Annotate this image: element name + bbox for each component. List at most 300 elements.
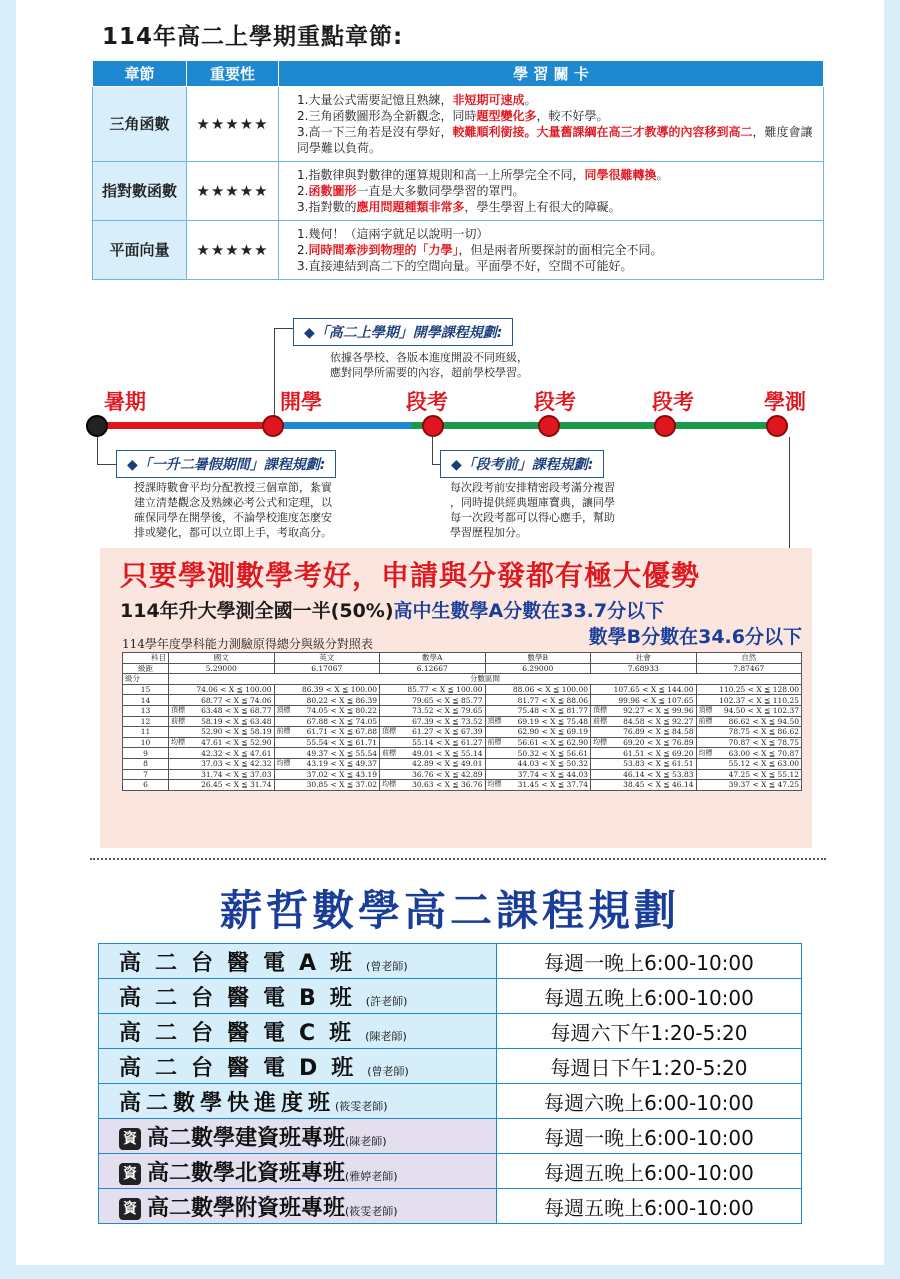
schedule-row bbox=[99, 1084, 802, 1119]
score-range-cell bbox=[696, 695, 802, 706]
teacher-name: (筱雯老師) bbox=[345, 1204, 398, 1218]
challenge-highlight: 同時間牽涉到物理的「力學」 bbox=[308, 243, 459, 257]
score-level: 9 bbox=[123, 748, 169, 759]
score-range-cell bbox=[274, 684, 380, 695]
score-range-cell bbox=[485, 758, 591, 769]
score-range-cell bbox=[696, 716, 802, 727]
score-range-cell bbox=[169, 748, 275, 759]
benchmark-mark: 前標 bbox=[171, 716, 185, 725]
benchmark-mark: 均標 bbox=[276, 759, 291, 768]
score-range: 56.61 < X ≦ 62.90 bbox=[517, 738, 588, 748]
score-range-cell bbox=[380, 769, 486, 780]
score-range: 75.48 < X ≦ 81.77 bbox=[517, 706, 588, 716]
class-name: 高二數學建資班專班 bbox=[147, 1125, 346, 1151]
challenge-item bbox=[297, 226, 815, 242]
class-name-cell bbox=[99, 979, 497, 1014]
score-range: 55.54 < X ≦ 61.71 bbox=[306, 738, 377, 748]
col-header-importance: 重要性 bbox=[187, 61, 279, 87]
class-time: 每週六下午1:20-5:20 bbox=[497, 1014, 802, 1049]
timeline-segment-exams bbox=[412, 422, 774, 429]
challenge-item bbox=[297, 242, 815, 258]
challenge-text: 3.指對數的 bbox=[297, 200, 357, 214]
score-range: 63.48 < X ≦ 68.77 bbox=[201, 706, 272, 716]
dotted-separator bbox=[90, 858, 826, 860]
score-range-cell bbox=[485, 727, 591, 738]
score-range-cell bbox=[591, 758, 697, 769]
score-range: 31.74 < X ≦ 37.03 bbox=[201, 769, 272, 779]
timeline-desc-exam: 每次段考前安排精密段考滿分複習 ，同時提供經典題庫寶典，讓同學 每一次段考都可以得心應手，幫助 學習歷程加分。 bbox=[450, 481, 615, 539]
subject-math-b: 數學B bbox=[485, 653, 591, 664]
score-range-cell bbox=[591, 769, 697, 780]
class-name: 高二數學快進度班 bbox=[119, 1090, 336, 1116]
score-range-cell bbox=[274, 727, 380, 738]
score-range-cell bbox=[591, 716, 697, 727]
score-range-cell bbox=[591, 695, 697, 706]
teacher-name: (曾老師) bbox=[366, 959, 408, 973]
score-range-cell bbox=[380, 705, 486, 716]
score-range-cell bbox=[591, 684, 697, 695]
score-range-cell bbox=[274, 780, 380, 791]
timeline-label-summer: 暑期 bbox=[104, 390, 146, 414]
score-range-cell bbox=[274, 758, 380, 769]
class-name: 高二數學北資班專班 bbox=[147, 1160, 346, 1186]
score-range-cell bbox=[380, 716, 486, 727]
class-name: 高二台醫電B班 bbox=[119, 985, 366, 1011]
teacher-name: (筱雯老師) bbox=[335, 1099, 388, 1113]
schedule-row bbox=[99, 1119, 802, 1154]
score-range: 36.76 < X ≦ 42.89 bbox=[412, 769, 483, 779]
score-range-cell bbox=[274, 716, 380, 727]
score-level: 15 bbox=[123, 684, 169, 695]
challenge-text: ，難度會讓同學難以負荷。 bbox=[297, 125, 813, 155]
score-row bbox=[123, 769, 802, 780]
teacher-name: (許老師) bbox=[365, 994, 408, 1008]
score-range-cell bbox=[696, 727, 802, 738]
score-range: 99.96 < X ≦ 107.65 bbox=[618, 695, 694, 705]
challenge-highlight: 應用問題種類非常多 bbox=[356, 200, 465, 214]
challenge-highlight: 題型變化多 bbox=[476, 109, 537, 123]
score-range: 67.88 < X ≦ 74.05 bbox=[306, 716, 377, 726]
challenge-text: 1.大量公式需要記憶且熟練， bbox=[297, 93, 453, 107]
chapter-name: 平面向量 bbox=[93, 221, 187, 280]
timeline-desc-semester: 依據各學校、各版本進度開設不同班級， 應對同學所需要的內容，超前學校學習。 bbox=[330, 351, 528, 379]
page-frame-right bbox=[884, 0, 900, 1279]
class-name: 高二台醫電C班 bbox=[119, 1020, 366, 1046]
score-level: 13 bbox=[123, 705, 169, 716]
score-range-cell bbox=[696, 684, 802, 695]
flyer-page bbox=[18, 0, 882, 1265]
subject-math-a: 數學A bbox=[380, 653, 486, 664]
chapter-table bbox=[92, 60, 824, 280]
score-range-cell bbox=[274, 737, 380, 748]
challenge-text: 2.三角函數圖形為全新觀念，同時 bbox=[297, 109, 477, 123]
challenge-item bbox=[297, 199, 815, 215]
score-range: 86.39 < X ≦ 100.00 bbox=[301, 685, 377, 695]
class-name: 高二數學附資班專班 bbox=[147, 1195, 346, 1221]
span-math-b: 6.29000 bbox=[485, 663, 591, 674]
class-time: 每週五晚上6:00-10:00 bbox=[497, 1189, 802, 1224]
score-level: 14 bbox=[123, 695, 169, 706]
score-range: 55.14 < X ≦ 61.27 bbox=[412, 738, 483, 748]
challenge-list bbox=[279, 162, 824, 221]
timeline-segment-summer bbox=[96, 422, 276, 429]
class-name: 高二台醫電D班 bbox=[119, 1055, 368, 1081]
chapter-name: 三角函數 bbox=[93, 87, 187, 162]
score-level: 11 bbox=[123, 727, 169, 738]
benchmark-mark: 均標 bbox=[487, 780, 502, 789]
score-range: 76.89 < X ≦ 84.58 bbox=[623, 727, 694, 737]
page-frame-left bbox=[0, 0, 16, 1279]
score-range-cell bbox=[485, 716, 591, 727]
score-range-cell bbox=[485, 769, 591, 780]
teacher-name: (陳老師) bbox=[365, 1029, 407, 1043]
score-level: 10 bbox=[123, 737, 169, 748]
challenge-text: ，但是兩者所要探討的面相完全不同。 bbox=[458, 243, 663, 257]
timeline-label-exam-2: 段考 bbox=[534, 390, 576, 414]
score-row bbox=[123, 737, 802, 748]
score-range: 84.58 < X ≦ 92.27 bbox=[623, 716, 694, 726]
schedule-row bbox=[99, 944, 802, 979]
score-range: 88.06 < X ≦ 100.00 bbox=[512, 685, 588, 695]
section-title: 114年高二上學期重點章節: bbox=[102, 24, 404, 50]
score-range: 74.06 < X ≦ 100.00 bbox=[196, 685, 272, 695]
score-range: 110.25 < X ≦ 128.00 bbox=[719, 685, 799, 695]
score-range: 73.52 < X ≦ 79.65 bbox=[412, 706, 483, 716]
timeline-dot-exam-3 bbox=[654, 415, 676, 437]
challenge-text: 。 bbox=[656, 168, 669, 182]
teacher-name: (曾老師) bbox=[367, 1064, 409, 1078]
timeline-connector-gsat bbox=[776, 437, 790, 548]
score-range-cell bbox=[274, 695, 380, 706]
challenge-item bbox=[297, 258, 815, 274]
score-range-cell bbox=[169, 695, 275, 706]
timeline-dot-summer bbox=[86, 415, 108, 437]
timeline-dot-gsat bbox=[766, 415, 788, 437]
class-name-cell bbox=[99, 1189, 497, 1224]
score-range: 55.12 < X ≦ 63.00 bbox=[728, 759, 799, 769]
timeline-box-exam: ◆「段考前」課程規劃: bbox=[440, 450, 604, 478]
span-science: 7.87467 bbox=[696, 663, 802, 674]
timeline-box-semester: ◆「高二上學期」開學課程規劃: bbox=[293, 318, 513, 346]
timeline-box-summer: ◆「一升二暑假期間」課程規劃: bbox=[116, 450, 336, 478]
score-range: 37.74 < X ≦ 44.03 bbox=[517, 769, 588, 779]
class-name-cell bbox=[99, 1084, 497, 1119]
score-range-cell bbox=[274, 769, 380, 780]
score-table-title: 114學年度學科能力測驗原得總分與級分對照表 bbox=[122, 637, 373, 651]
score-range: 37.02 < X ≦ 43.19 bbox=[306, 769, 377, 779]
score-row bbox=[123, 684, 802, 695]
corner-span: 級距 bbox=[123, 663, 169, 674]
benchmark-mark: 均標 bbox=[698, 748, 713, 757]
score-range-cell bbox=[380, 684, 486, 695]
score-range: 74.05 < X ≦ 80.22 bbox=[306, 706, 377, 716]
class-time: 每週一晚上6:00-10:00 bbox=[497, 1119, 802, 1154]
span-chinese: 5.29000 bbox=[169, 663, 275, 674]
challenge-text: 。 bbox=[524, 93, 537, 107]
chapter-row bbox=[93, 87, 824, 162]
score-range: 107.65 < X ≦ 144.00 bbox=[613, 685, 694, 695]
importance-stars: ★★★★★ bbox=[187, 162, 279, 221]
score-range: 69.20 < X ≦ 76.89 bbox=[623, 738, 694, 748]
schedule-row bbox=[99, 979, 802, 1014]
score-range-cell bbox=[696, 737, 802, 748]
score-row bbox=[123, 748, 802, 759]
challenge-item bbox=[297, 183, 815, 199]
span-social: 7.68933 bbox=[591, 663, 697, 674]
span-math-a: 6.12667 bbox=[380, 663, 486, 674]
score-row bbox=[123, 695, 802, 706]
benchmark-mark: 均標 bbox=[593, 738, 607, 747]
score-range-cell bbox=[169, 780, 275, 791]
class-name-cell bbox=[99, 1049, 497, 1084]
teacher-name: (陳老師) bbox=[345, 1134, 387, 1148]
class-time: 每週六晚上6:00-10:00 bbox=[497, 1084, 802, 1119]
score-range-cell bbox=[696, 769, 802, 780]
class-time: 每週日下午1:20-5:20 bbox=[497, 1049, 802, 1084]
score-range: 38.45 < X ≦ 46.14 bbox=[623, 780, 694, 790]
challenge-highlight: 非短期可速成 bbox=[452, 93, 525, 107]
schedule-table bbox=[98, 943, 802, 1224]
class-time: 每週五晚上6:00-10:00 bbox=[497, 979, 802, 1014]
score-row bbox=[123, 705, 802, 716]
class-name-cell bbox=[99, 1119, 497, 1154]
score-range: 58.19 < X ≦ 63.48 bbox=[201, 716, 272, 726]
score-range-cell bbox=[591, 748, 697, 759]
timeline-label-gsat: 學測 bbox=[764, 390, 806, 414]
class-name-cell bbox=[99, 1014, 497, 1049]
timeline-dot-exam-1 bbox=[422, 415, 444, 437]
benchmark-mark: 頂標 bbox=[487, 716, 502, 725]
score-range-cell bbox=[169, 758, 275, 769]
score-range-cell bbox=[169, 737, 275, 748]
exam-headline: 只要學測數學考好，申請與分發都有極大優勢 bbox=[120, 559, 701, 592]
timeline-segment-semester bbox=[276, 422, 412, 429]
challenge-highlight: 函數圖形 bbox=[308, 184, 357, 198]
benchmark-mark: 頂標 bbox=[382, 727, 396, 736]
score-range-cell bbox=[696, 748, 802, 759]
score-level: 7 bbox=[123, 769, 169, 780]
score-row bbox=[123, 716, 802, 727]
score-range-cell bbox=[169, 727, 275, 738]
benchmark-mark: 頂標 bbox=[698, 706, 713, 715]
schedule-row bbox=[99, 1189, 802, 1224]
class-time: 每週五晚上6:00-10:00 bbox=[497, 1154, 802, 1189]
challenge-text: ，較不好學。 bbox=[536, 109, 609, 123]
timeline-label-school-start: 開學 bbox=[280, 390, 322, 414]
score-range: 52.90 < X ≦ 58.19 bbox=[201, 727, 272, 737]
score-range: 78.75 < X ≦ 86.62 bbox=[728, 727, 799, 737]
benchmark-mark: 前標 bbox=[487, 738, 502, 747]
benchmark-mark: 均標 bbox=[171, 738, 185, 747]
importance-stars: ★★★★★ bbox=[187, 221, 279, 280]
gifted-class-icon: 資 bbox=[119, 1198, 141, 1220]
score-row bbox=[123, 727, 802, 738]
score-range-cell bbox=[380, 727, 486, 738]
score-range: 47.25 < X ≦ 55.12 bbox=[728, 769, 799, 779]
teacher-name: (雅婷老師) bbox=[345, 1169, 398, 1183]
gifted-class-icon: 資 bbox=[119, 1163, 141, 1185]
timeline-dot-school-start bbox=[262, 415, 284, 437]
challenge-highlight: 較難順利銜接。大量舊課綱在高三才教導的內容移到高二 bbox=[452, 125, 753, 139]
schedule-row bbox=[99, 1049, 802, 1084]
exam-stat-line-b: 數學B分數在34.6分以下 bbox=[588, 626, 802, 648]
score-range-cell bbox=[380, 695, 486, 706]
col-header-chapter: 章節 bbox=[93, 61, 187, 87]
score-range: 47.61 < X ≦ 52.90 bbox=[201, 738, 272, 748]
challenge-list bbox=[279, 87, 824, 162]
exam-stat-line-a: 114年升大學測全國一半(50%)高中生數學A分數在33.7分以下 bbox=[120, 600, 665, 622]
score-range: 81.77 < X ≦ 88.06 bbox=[517, 695, 588, 705]
challenge-text: 2. bbox=[297, 184, 309, 198]
score-range: 61.51 < X ≦ 69.20 bbox=[623, 748, 694, 758]
score-range-cell bbox=[169, 716, 275, 727]
score-range-cell bbox=[169, 684, 275, 695]
score-range-cell bbox=[380, 758, 486, 769]
benchmark-mark: 頂標 bbox=[171, 706, 185, 715]
score-row bbox=[123, 780, 802, 791]
score-range: 86.62 < X ≦ 94.50 bbox=[728, 716, 799, 726]
chapter-name: 指對數函數 bbox=[93, 162, 187, 221]
exam-advantage-panel bbox=[100, 548, 812, 848]
score-range: 61.27 < X ≦ 67.39 bbox=[412, 727, 483, 737]
score-range: 69.19 < X ≦ 75.48 bbox=[517, 716, 588, 726]
score-range-cell bbox=[485, 748, 591, 759]
score-range: 46.14 < X ≦ 53.83 bbox=[623, 769, 694, 779]
benchmark-mark: 頂標 bbox=[593, 706, 607, 715]
score-range: 67.39 < X ≦ 73.52 bbox=[412, 716, 483, 726]
challenge-text: 一直是大多數同學學習的罩門。 bbox=[356, 184, 525, 198]
score-range-cell bbox=[696, 705, 802, 716]
importance-stars: ★★★★★ bbox=[187, 87, 279, 162]
benchmark-mark: 前標 bbox=[382, 748, 396, 757]
score-range: 39.37 < X ≦ 47.25 bbox=[728, 780, 799, 790]
score-range-cell bbox=[485, 695, 591, 706]
corner-subject: 科目 bbox=[123, 653, 169, 664]
timeline-desc-summer: 授課時數會平均分配教授三個章節，紮實 建立清楚觀念及熟練必考公式和定理，以 確保同學在開學後，不論學校進度怎麼安 排或變化，都可以立即上手，考取高分。 bbox=[134, 481, 332, 539]
class-name-cell bbox=[99, 944, 497, 979]
challenge-highlight: 同學很難轉換 bbox=[584, 168, 657, 182]
score-range-cell bbox=[169, 769, 275, 780]
score-range: 63.00 < X ≦ 70.87 bbox=[728, 748, 799, 758]
score-range-cell bbox=[485, 684, 591, 695]
score-range-cell bbox=[591, 705, 697, 716]
score-range-cell bbox=[274, 705, 380, 716]
score-range: 49.37 < X ≦ 55.54 bbox=[306, 748, 377, 758]
benchmark-mark: 前標 bbox=[593, 716, 607, 725]
schedule-row bbox=[99, 1154, 802, 1189]
score-range: 94.50 < X ≦ 102.37 bbox=[723, 706, 799, 716]
score-range-cell bbox=[591, 780, 697, 791]
score-range: 43.19 < X ≦ 49.37 bbox=[306, 759, 377, 769]
benchmark-mark: 前標 bbox=[276, 727, 291, 736]
score-range: 42.32 < X ≦ 47.61 bbox=[201, 748, 272, 758]
score-range-cell bbox=[274, 748, 380, 759]
benchmark-mark: 前標 bbox=[698, 716, 713, 725]
score-level: 12 bbox=[123, 716, 169, 727]
score-range: 79.65 < X ≦ 85.77 bbox=[412, 695, 483, 705]
range-label: 分數區間 bbox=[169, 674, 802, 685]
score-range: 31.45 < X ≦ 37.74 bbox=[517, 780, 588, 790]
challenge-text: 3.高一下三角若是沒有學好， bbox=[297, 125, 453, 139]
score-conversion-table bbox=[122, 652, 802, 791]
score-range-cell bbox=[169, 705, 275, 716]
subject-english: 英文 bbox=[274, 653, 380, 664]
score-range: 53.83 < X ≦ 61.51 bbox=[623, 759, 694, 769]
challenge-text: 1.幾何！（這兩字就足以說明一切） bbox=[297, 227, 489, 241]
score-range: 80.22 < X ≦ 86.39 bbox=[306, 695, 377, 705]
class-name: 高二台醫電A班 bbox=[119, 950, 367, 976]
subject-science: 自然 bbox=[696, 653, 802, 664]
score-range: 102.37 < X ≦ 110.25 bbox=[719, 695, 799, 705]
challenge-item bbox=[297, 124, 815, 156]
challenge-item bbox=[297, 92, 815, 108]
score-range-cell bbox=[485, 737, 591, 748]
score-range: 49.01 < X ≦ 55.14 bbox=[412, 748, 483, 758]
score-row bbox=[123, 758, 802, 769]
score-range-cell bbox=[380, 780, 486, 791]
score-level: 6 bbox=[123, 780, 169, 791]
score-range: 92.27 < X ≦ 99.96 bbox=[623, 706, 694, 716]
score-range-cell bbox=[591, 737, 697, 748]
score-range-cell bbox=[380, 737, 486, 748]
schedule-title: 薪哲數學高二課程規劃 bbox=[219, 886, 680, 935]
challenge-item bbox=[297, 108, 815, 124]
timeline-dot-exam-2 bbox=[538, 415, 560, 437]
corner-level: 級分 bbox=[123, 674, 169, 685]
timeline-label-exam-1: 段考 bbox=[406, 390, 448, 414]
class-name-cell bbox=[99, 1154, 497, 1189]
score-range: 61.71 < X ≦ 67.88 bbox=[306, 727, 377, 737]
score-level: 8 bbox=[123, 758, 169, 769]
score-range: 50.32 < X ≦ 56.61 bbox=[517, 748, 588, 758]
score-range-cell bbox=[485, 705, 591, 716]
gifted-class-icon: 資 bbox=[119, 1128, 141, 1150]
challenge-text: 2. bbox=[297, 243, 309, 257]
score-range: 30.63 < X ≦ 36.76 bbox=[412, 780, 483, 790]
score-range: 62.90 < X ≦ 69.19 bbox=[517, 727, 588, 737]
score-range: 37.03 < X ≦ 42.32 bbox=[201, 759, 272, 769]
score-range: 44.03 < X ≦ 50.32 bbox=[517, 759, 588, 769]
benchmark-mark: 頂標 bbox=[276, 706, 291, 715]
subject-chinese: 國文 bbox=[169, 653, 275, 664]
challenge-list bbox=[279, 221, 824, 280]
class-time: 每週一晚上6:00-10:00 bbox=[497, 944, 802, 979]
score-range-cell bbox=[485, 780, 591, 791]
score-range: 85.77 < X ≦ 100.00 bbox=[407, 685, 483, 695]
challenge-text: 3.直接連結到高二下的空間向量。平面學不好，空間不可能好。 bbox=[297, 259, 633, 273]
score-range-cell bbox=[591, 727, 697, 738]
col-header-challenges: 學 習 關 卡 bbox=[279, 61, 824, 87]
challenge-text: 1.指數律與對數律的運算規則和高一上所學完全不同， bbox=[297, 168, 585, 182]
chapter-row bbox=[93, 162, 824, 221]
subject-social: 社會 bbox=[591, 653, 697, 664]
score-range: 42.89 < X ≦ 49.01 bbox=[412, 759, 483, 769]
schedule-row bbox=[99, 1014, 802, 1049]
score-range: 70.87 < X ≦ 78.75 bbox=[728, 738, 799, 748]
page-frame-bottom bbox=[0, 1265, 900, 1279]
challenge-item bbox=[297, 167, 815, 183]
span-english: 6.17067 bbox=[274, 663, 380, 674]
score-range-cell bbox=[696, 758, 802, 769]
score-range-cell bbox=[380, 748, 486, 759]
score-range: 26.45 < X ≦ 31.74 bbox=[201, 780, 272, 790]
score-range-cell bbox=[696, 780, 802, 791]
score-range: 30.85 < X ≦ 37.02 bbox=[306, 780, 377, 790]
challenge-text: ，學生學習上有很大的障礙。 bbox=[464, 200, 621, 214]
chapter-row bbox=[93, 221, 824, 280]
score-range: 68.77 < X ≦ 74.06 bbox=[201, 695, 272, 705]
timeline-label-exam-3: 段考 bbox=[652, 390, 694, 414]
